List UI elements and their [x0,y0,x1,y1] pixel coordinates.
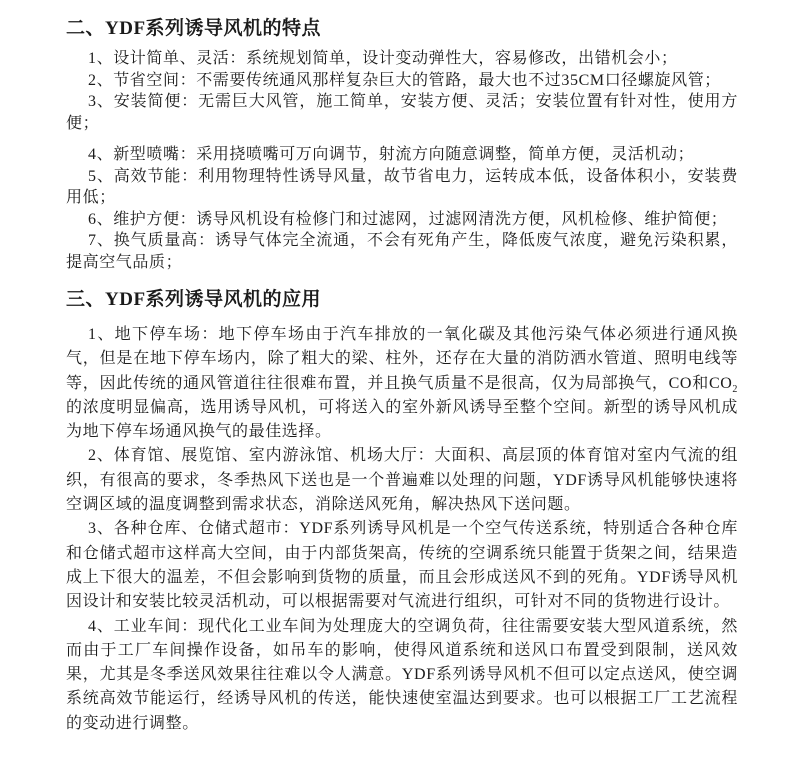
parking-text-before-subscript: 1、地下停车场：地下停车场由于汽车排放的一氧化碳及其他污染气体必须进行通风换气，但是在地下停车场内，除了粗大的梁、柱外，还存在大量的消防洒水管道、照明电线等等，因此传统的通风管道往往很难布置，并且换气质量不是很高，仅为局部换气，CO和CO [66,326,738,392]
application-paragraph-warehouse: 3、各种仓库、仓储式超市：YDF系列诱导风机是一个空气传送系统，特别适合各种仓库和仓储式超市这样高大空间，由于内部货架高，传统的空调系统只能置于货架之间，结果造成上下很大的温差，不但会影响到货物的质量，而且会形成送风不到的死角。YDF诱导风机因设计和安装比较灵活机动，可以根据需要对气流进行组织，可针对不同的货物进行设计。 [66,520,738,611]
application-body [66,323,738,736]
co2-subscript: 2 [732,383,738,395]
application-paragraph-gymnasium: 2、体育馆、展览馆、室内游泳馆、机场大厅：大面积、高层顶的体育馆对室内气流的组织，有很高的要求，冬季热风下送也是一个普遍难以处理的问题，YDF诱导风机能够快速将空调区域的温度调整到需求状态，消除送风死角，解决热风下送问题。 [66,447,738,514]
application-paragraph-parking [66,323,738,444]
feature-item-5: 5、高效节能：利用物理特性诱导风量，故节省电力，运转成本低，设备体积小，安装费用低； [66,167,738,206]
feature-item-2: 2、节省空间：不需要传统通风那样复杂巨大的管路，最大也不过35CM口径螺旋风管； [88,71,721,89]
section-heading-features: 二、YDF系列诱导风机的特点 [66,18,322,39]
feature-item-1: 1、设计简单、灵活：系统规划简单，设计变动弹性大，容易修改，出错机会小； [88,50,678,67]
feature-item-6: 6、维护方便：诱导风机设有检修门和过滤网，过滤网清洗方便，风机检修、维护简便； [88,210,728,228]
parking-text-after-subscript: 的浓度明显偏高，选用诱导风机，可将送入的室外新风诱导至整个空间。新型的诱导风机成为地下停车场通风换气的最佳选择。 [66,398,738,441]
application-paragraph-workshop: 4、工业车间：现代化工业车间为处理庞大的空调负荷，往往需要安装大型风道系统，然而由于工厂车间操作设备，如吊车的影响，使得风道系统和送风口布置受到限制，送风效果，尤其是冬季送风效果往往难以令人满意。YDF系列诱导风机不但可以定点送风，使空调系统高效节能运行，经诱导风机的传送，能快速使室温达到要求。也可以根据工厂工艺流程的变动进行调整。 [66,617,738,732]
feature-list [66,48,738,273]
feature-item-7: 7、换气质量高：诱导气体完全流通，不会有死角产生，降低废气浓度，避免污染积累，提高空气品质； [66,232,738,271]
feature-item-3: 3、安装简便：无需巨大风管，施工简单，安装方便、灵活；安装位置有针对性，使用方便； [66,93,738,132]
section-heading-applications: 三、YDF系列诱导风机的应用 [66,289,322,310]
feature-item-4: 4、新型喷嘴：采用挠喷嘴可万向调节，射流方向随意调整，简单方便，灵活机动； [88,146,695,163]
